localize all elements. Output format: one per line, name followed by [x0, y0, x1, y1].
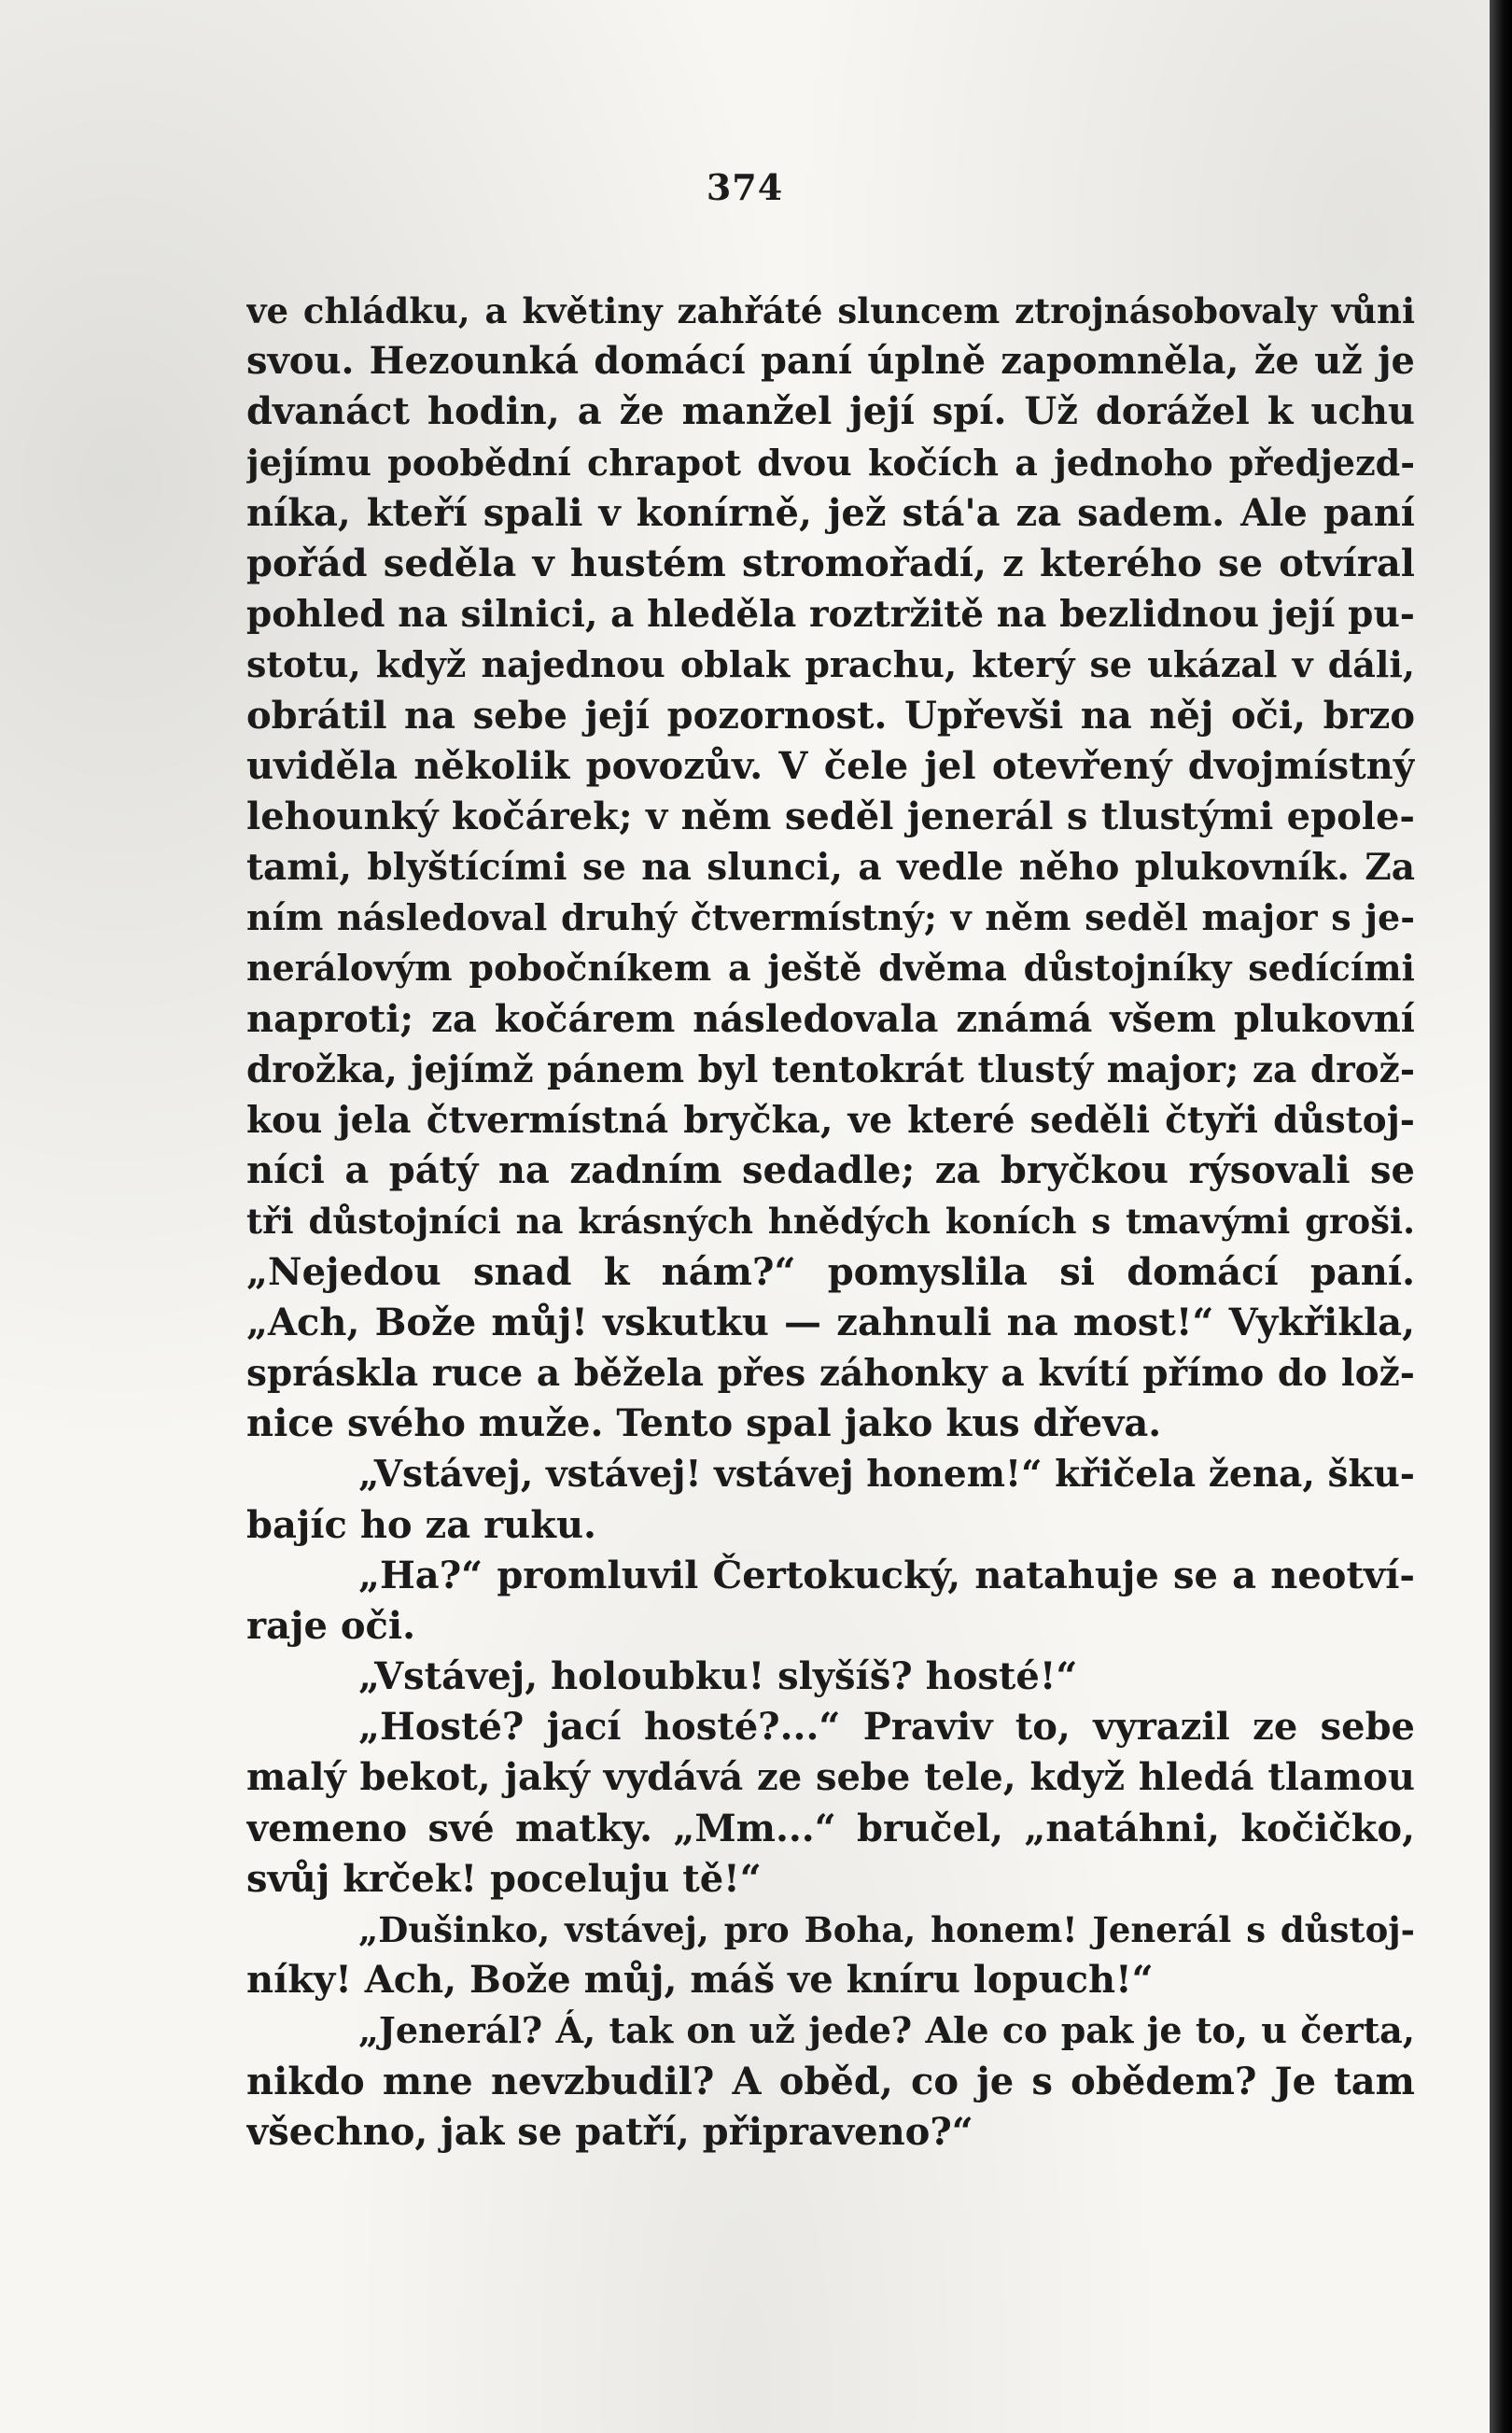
- text-line: tři důstojníci na krásných hnědých koních s tmavými groši.: [246, 1201, 1415, 1243]
- text-line: „Hosté? jací hosté?...“ Praviv to, vyrazil ze sebe: [358, 1705, 1415, 1750]
- text-line: pohled na silnici, a hleděla roztržitě na bezlidnou její pu-: [246, 593, 1415, 637]
- text-line: lehounký kočárek; v něm seděl jenerál s tlustými epole-: [246, 794, 1415, 838]
- text-line: „Ach, Bože můj! vskutku — zahnuli na most!“ Vykřikla,: [246, 1300, 1415, 1344]
- text-line: dvanáct hodin, a že manžel její spí. Už dorážel k uchu: [246, 389, 1415, 434]
- text-line: svůj krček! poceluju tě!“: [246, 1856, 762, 1901]
- text-line: tami, blyštícími se na slunci, a vedle něho plukovník. Za: [246, 846, 1415, 890]
- text-line: obrátil na sebe její pozornost. Upřevši na něj oči, brzo: [246, 693, 1415, 738]
- text-line: „Nejedou snad k nám?“ pomyslila si domácí paní.: [246, 1249, 1415, 1294]
- text-line: nerálovým pobočníkem a ještě dvěma důstojníky sedícími: [246, 947, 1415, 990]
- text-line: „Vstávej, holoubku! slyšíš? hosté!“: [358, 1654, 1078, 1699]
- text-line: uviděla několik povozův. V čele jel otevřený dvojmístný: [246, 743, 1415, 788]
- text-line: níky! Ach, Bože můj, máš ve kníru lopuch!“: [246, 1958, 1154, 2003]
- text-line: stotu, když najednou oblak prachu, který se ukázal v dáli,: [246, 643, 1415, 686]
- text-line: jejímu poobědní chrapot dvou kočích a jednoho předjezd-: [246, 441, 1415, 484]
- text-line: níci a pátý na zadním sedadle; za bryčkou rýsovali se: [246, 1148, 1415, 1193]
- text-line: vemeno své matky. „Mm...“ bručel, „natáhni, kočičko,: [246, 1806, 1415, 1850]
- text-line: pořád seděla v hustém stromořadí, z kterého se otvíral: [246, 541, 1415, 585]
- body-text: [246, 286, 1415, 2158]
- text-line: ním následoval druhý čtvermístný; v něm seděl major s je-: [246, 896, 1415, 939]
- text-line: raje oči.: [246, 1603, 415, 1648]
- text-line: malý bekot, jaký vydává ze sebe tele, když hledá tlamou: [246, 1755, 1415, 1800]
- text-line: níka, kteří spali v konírně, jež stá'a za sadem. Ale paní: [246, 490, 1415, 535]
- text-line: naproti; za kočárem následovala známá všem plukovní: [246, 996, 1415, 1041]
- text-line: bajíc ho za ruku.: [246, 1502, 596, 1547]
- text-line: kou jela čtvermístná bryčka, ve které seděli čtyři důstoj-: [246, 1099, 1415, 1142]
- page-edge-shadow: [1490, 0, 1512, 2433]
- page-number: 374: [706, 166, 784, 208]
- text-line: nikdo mne nevzbudil? A oběd, co je s obědem? Je tam: [246, 2059, 1415, 2103]
- text-line: všechno, jak se patří, připraveno?“: [246, 2109, 973, 2154]
- text-line: nice svého muže. Tento spal jako kus dřeva.: [246, 1401, 1162, 1446]
- text-line: svou. Hezounká domácí paní úplně zapomněla, že už je: [246, 339, 1415, 384]
- text-line: „Vstávej, vstávej! vstávej honem!“ křičela žena, šku-: [358, 1453, 1415, 1497]
- text-line: drožka, jejímž pánem byl tentokrát tlustý major; za drož-: [246, 1048, 1415, 1091]
- text-line: „Dušinko, vstávej, pro Boha, honem! Jenerál s důstoj-: [358, 1909, 1415, 1950]
- text-line: ve chládku, a květiny zahřáté sluncem ztrojnásobovaly vůni: [246, 290, 1415, 331]
- text-line: „Ha?“ promluvil Čertokucký, natahuje se a neotví-: [358, 1553, 1415, 1597]
- text-line: spráskla ruce a běžela přes záhonky a kvítí přímo do lož-: [246, 1351, 1415, 1395]
- text-line: „Jenerál? Á, tak on už jede? Ale co pak je to, u čerta,: [358, 2009, 1415, 2052]
